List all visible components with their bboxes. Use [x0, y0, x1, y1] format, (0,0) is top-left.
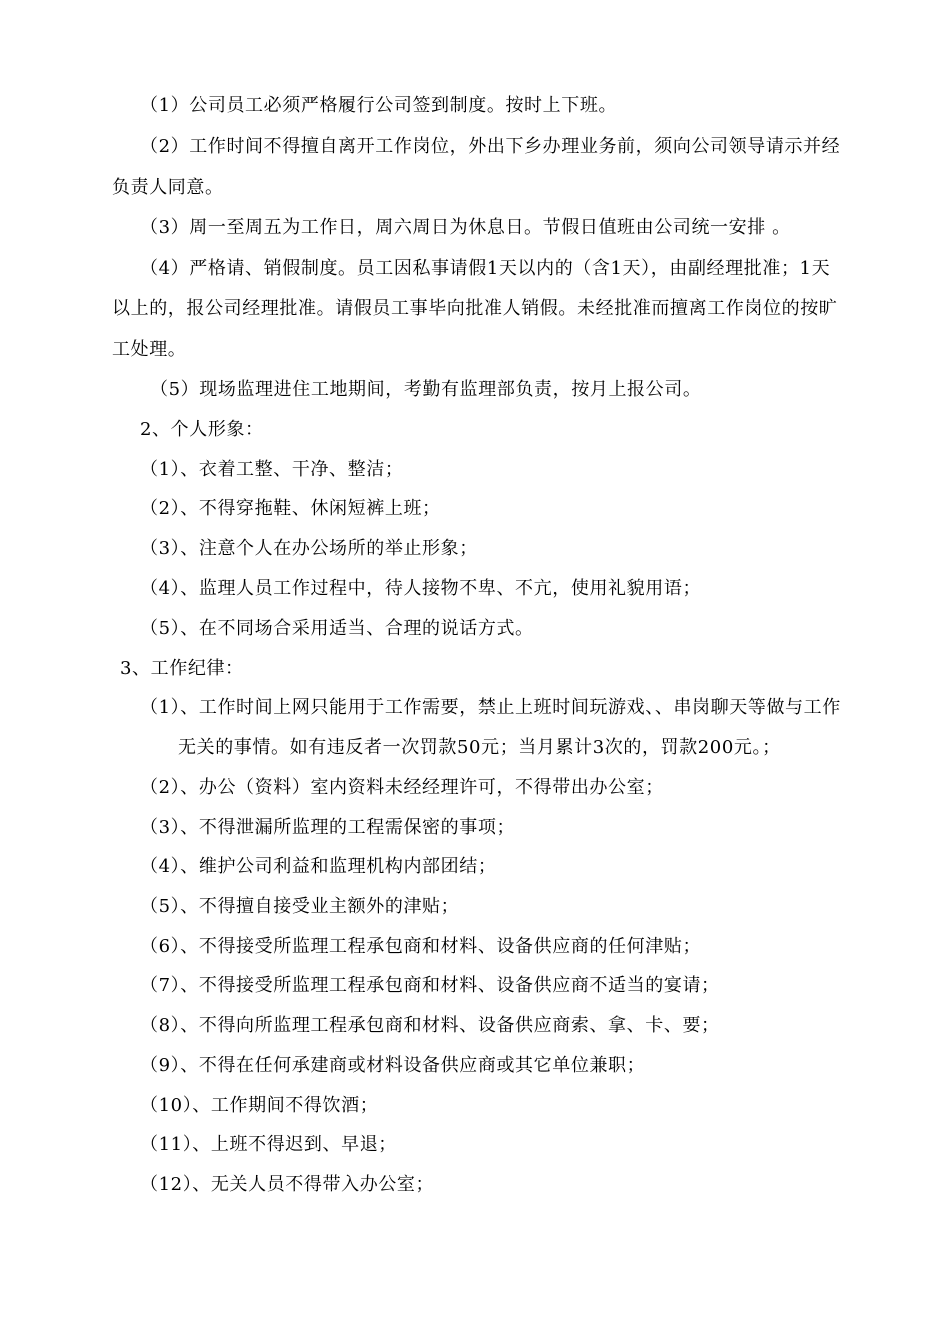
text-line: （1）、工作时间上网只能用于工作需要，禁止上班时间玩游戏、、串岗聊天等做与工作 [140, 697, 841, 718]
section-heading: 3、工作纪律： [120, 658, 244, 679]
text-line: （3）、注意个人在办公场所的举止形象； [140, 538, 478, 559]
text-line: （1）公司员工必须严格履行公司签到制度。按时上下班。 [140, 95, 618, 116]
text-line: 负责人同意。 [112, 177, 224, 198]
text-line: （12）、无关人员不得带入办公室； [140, 1174, 435, 1195]
section-heading: 2、个人形象： [140, 419, 264, 440]
text-line: （3）、不得泄漏所监理的工程需保密的事项； [140, 817, 516, 838]
text-line: （8）、不得向所监理工程承包商和材料、设备供应商索、拿、卡、要； [140, 1015, 720, 1036]
text-line: （1）、衣着工整、干净、整洁； [140, 459, 404, 480]
text-line: （10）、工作期间不得饮酒； [140, 1095, 379, 1116]
text-line: 无关的事情。如有违反者一次罚款50元；当月累计3次的，罚款200元。； [178, 737, 781, 758]
text-line: 以上的，报公司经理批准。请假员工事毕向批准人销假。未经批准而擅离工作岗位的按旷 [112, 298, 838, 319]
text-line: （5）现场监理进住工地期间，考勤有监理部负责，按月上报公司。 [150, 379, 702, 400]
text-line: （2）、不得穿拖鞋、休闲短裤上班； [140, 498, 441, 519]
text-line: （4）、维护公司利益和监理机构内部团结； [140, 856, 497, 877]
text-line: （2）、办公（资料）室内资料未经经理许可，不得带出办公室； [140, 777, 664, 798]
text-line: （5）、不得擅自接受业主额外的津贴； [140, 896, 460, 917]
text-line: （11）、上班不得迟到、早退； [140, 1134, 397, 1155]
text-line: （4）严格请、销假制度。员工因私事请假1天以内的（含1天），由副经理批准；1天 [140, 258, 831, 279]
text-line: （7）、不得接受所监理工程承包商和材料、设备供应商不适当的宴请； [140, 975, 720, 996]
text-line: （4）、监理人员工作过程中，待人接物不卑、不亢，使用礼貌用语； [140, 578, 702, 599]
text-line: （3）周一至周五为工作日，周六周日为休息日。节假日值班由公司统一安排 。 [140, 217, 791, 238]
text-line: （5）、在不同场合采用适当、合理的说话方式。 [140, 618, 534, 639]
text-line: （2）工作时间不得擅自离开工作岗位，外出下乡办理业务前，须向公司领导请示并经 [140, 136, 841, 157]
text-line: （6）、不得接受所监理工程承包商和材料、设备供应商的任何津贴； [140, 936, 702, 957]
text-line: 工处理。 [112, 339, 187, 360]
text-line: （9）、不得在任何承建商或材料设备供应商或其它单位兼职； [140, 1055, 646, 1076]
